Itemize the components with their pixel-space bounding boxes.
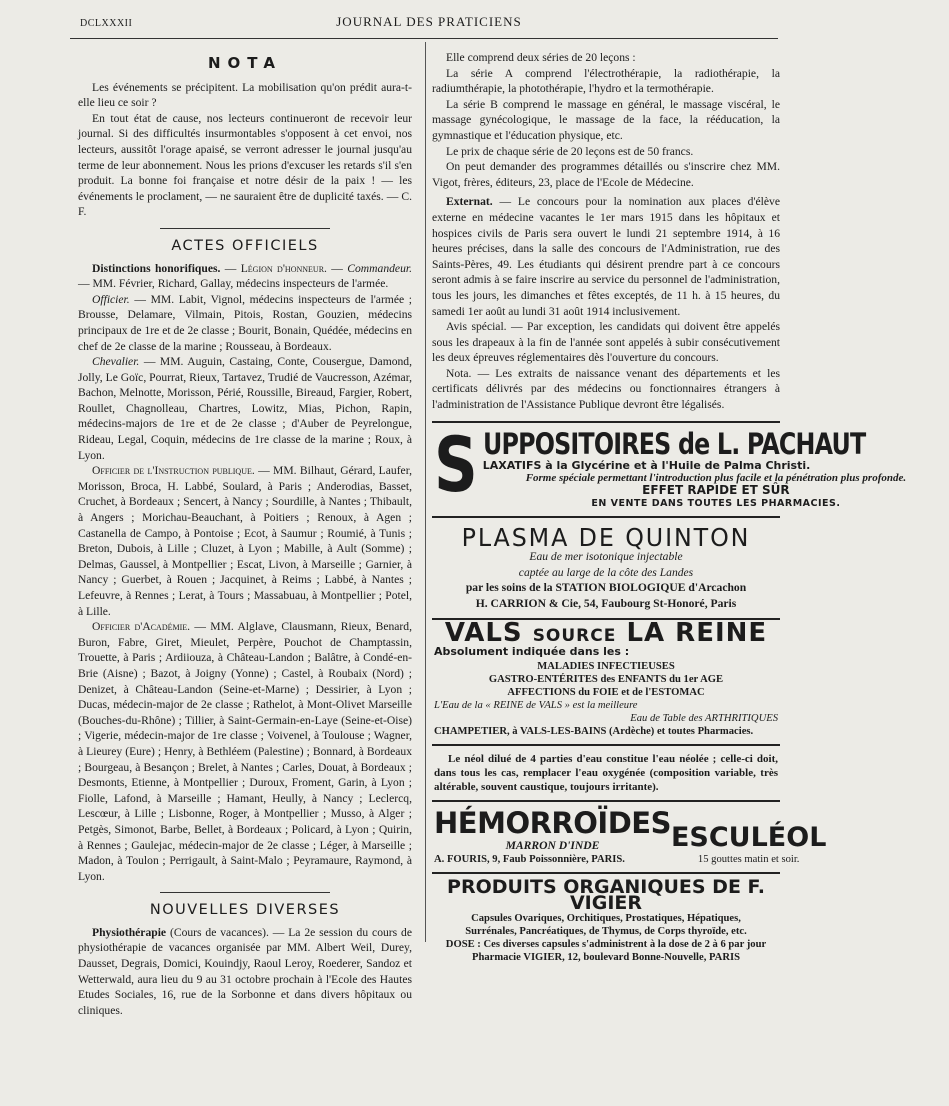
quinton-line1: Eau de mer isotonique injectable bbox=[529, 550, 683, 564]
officier-paragraph bbox=[78, 292, 412, 354]
commandeur-label: Commandeur. bbox=[347, 261, 412, 275]
quinton-line4: H. CARRION & Cie, 54, Faubourg St-Honoré, Paris bbox=[475, 597, 737, 611]
vigier-line2: Surrénales, Pancréatiques, de Thymus, de Corps thyroïde, etc. bbox=[465, 925, 747, 937]
vals-title-a: VALS bbox=[444, 617, 523, 648]
ad-vigier bbox=[432, 872, 780, 969]
ad-quinton bbox=[432, 516, 780, 618]
instruction-text: — MM. Bilhaut, Gérard, Laufer, Morisson, Broca, H. Labbé, Soulard, à Paris ; Anderodias, Basset, Cruchet, à Bordeaux ; Sencert, à Nancy ; Sourdille, à Nantes ; Thibault, à Angers ; Morichau-Beauchant, à Poitiers ; Renoux, à Agen ; Castanella de Campo, à Pontoise ; Ecot, à Saumur ; Roumié, à Tunis ; Breton, Dubois, à Lille ; Cluzet, à Lyon ; Mabille, à Ault (Somme) ; Delmas, Gaussel, à Montpellier ; Escat, Livon, à Marseille ; Garnier, à Nancy ; Guerbet, à Rouen ; Jacquinet, à Reims ; Labbé, à Nantes ; Lefeuvre, à Rennes ; Lerat, à Tours ; Massabuau, à Montpellier ; Potel, à Lille. bbox=[78, 464, 412, 618]
right-column bbox=[432, 50, 907, 1102]
vals-title-c: LA REINE bbox=[626, 617, 768, 648]
page-folio: DCLXXXII bbox=[80, 18, 133, 29]
vals-line3: GASTRO-ENTÉRITES des ENFANTS du 1er AGE bbox=[488, 673, 724, 685]
distinctions-lead: Distinctions honorifiques. bbox=[92, 261, 221, 275]
externat-paragraph bbox=[432, 194, 780, 319]
pachaut-title: UPPOSITOIRES de L. PACHAUT bbox=[482, 426, 866, 461]
pachaut-line2: Forme spéciale permettant l'introduction plus facile et la pénétration plus profonde. bbox=[525, 471, 907, 484]
left-column bbox=[78, 52, 412, 1102]
pachaut-body bbox=[482, 426, 949, 510]
vals-line4: AFFECTIONS du FOIE et de l'ESTOMAC bbox=[507, 686, 705, 698]
vals-title-b: SOURCE bbox=[532, 625, 617, 646]
neol-text: Le néol dilué de 4 parties d'eau constitue l'eau néolée ; celle-ci doit, dans tous les cas, remplacer l'eau oxygénée (composition variable, très altérable, souvent caustique, toujours irritante). bbox=[434, 752, 778, 793]
quinton-title: PLASMA DE QUINTON bbox=[461, 522, 751, 552]
ad-neol bbox=[432, 744, 780, 800]
section-divider bbox=[160, 892, 330, 893]
physio-p6: On peut demander des programmes détaillés ou s'inscrire chez MM. Vigot, frères, éditeurs, 23, place de l'Ecole de Médecine. bbox=[432, 160, 780, 189]
vals-line5: L'Eau de la « REINE de VALS » est la meilleure bbox=[434, 699, 638, 711]
pachaut-line4: EN VENTE DANS TOUTES LES PHARMACIES. bbox=[591, 497, 841, 509]
physio-lead: Physiothérapie bbox=[92, 925, 167, 939]
advertisements bbox=[432, 419, 907, 970]
vals-line2: MALADIES INFECTIEUSES bbox=[537, 660, 675, 672]
physio-text: (Cours de vacances). — La 2e session du cours de physiothérapie de vacances organisée par MM. Albert Weil, Durey, Dausset, Degrais, Domici, Kouindjy, Raoul Leroy, Roederer, Sandoz et Wetterwald, aura lieu du 9 au 31 octobre prochain à l'Ecole des Hautes Etudes Sociales, 16, rue de la Sorbonne et dans divers hôpitaux ou cliniques. bbox=[78, 925, 412, 1017]
chevalier-paragraph bbox=[78, 354, 412, 463]
nota-paragraph: Les événements se précipitent. La mobilisation qu'on prédit aura-t-elle lieu ce soir ? bbox=[78, 80, 412, 110]
nota-paragraph: En tout état de cause, nos lecteurs continueront de recevoir leur journal. Si des difficultés insurmontables s'opposent à cet envoi, nos lecteurs, aussitôt l'orage apaisé, se verront adresser le journal jusqu'au terme de leur abonnement. Nous les prions d'excuser les retards s'il s'en produit. La bonne foi française et notre désir de la paix ! — les événements le proclament, — ne sauraient être de duplicité taxés. — C. F. bbox=[78, 111, 412, 219]
instruction-label: Officier de l'Instruction publique. bbox=[92, 464, 255, 478]
chevalier-text: — MM. Auguin, Castaing, Conte, Cousergue, Damond, Jolly, Le Goïc, Pourrat, Rieux, Tartavez, Trudié de Vaucresson, Azémar, Bachon, Melnotte, Morisson, Périé, Roussille, Bireaud, Fargier, Robert, Roullet, Chagnolleau, Chartres, Lowitz, Mias, Pichon, Rapin, médecins-majors de 1re et de 2e classe ; d'Auber de Peyrelongue, Rideau, Legal, Coquin, médecins de 1re classe de la marine ; Roux, à Lyon. bbox=[78, 355, 412, 462]
academie-text: — MM. Alglave, Clausmann, Rieux, Benard, Buron, Fabre, Giret, Mieulet, Perpère, Pouchot de Champtassin, Trouette, à Paris ; Ardiiouza, à Château-Landon ; Balâtre, à Condé-en-Brie (Aisne) ; Bazot, à Joigny (Yonne) ; Castel, à Roubaix (Nord) ; Denizet, à Château-Landon (Seine-et-Marne) ; Dessirier, à Lyon ; Ducas, médecin-major de 2e classe ; Rathelot, à Mont-Olivet Marseille (Bouches-du-Rhône) ; Tillier, à Saint-Germain-en-Laye (Seine-et-Oise) ; Vigerie, médecin-major de 1re classe ; Voivenel, à Toulouse ; Wagner, à Lieurey (Eure) ; Henry, à Bethléem (Palestine) ; Bonnard, à Bordeaux ; Bourgeau, à Besançon ; Brelet, à Nantes ; Carles, Douat, à Bordeaux ; Desmonts, Etienne, à Montpellier ; Duroux, Froment, Garin, à Lyon ; Fiolle, Lafond, à Marseille ; Hamant, Heully, à Nancy ; Leclercq, Lescœur, à Lille ; Lisbonne, Roger, à Montpellier ; Musso, à Alger ; Petgès, Simonot, Barbe, Bellet, à Bordeaux ; Policard, à Lyon ; Quirin, à Rennes ; Gaulejac, médecin-major de 2e classe ; Léger, à Marseille ; Madon, à Toulon ; Perrigault, à Saint-Malo ; Peyramaure, Raymond, à Lyon. bbox=[78, 620, 412, 883]
hemo-brand: ESCULÉOL bbox=[670, 822, 827, 854]
physio-p3: La série A comprend l'électrothérapie, la radiothérapie, la radiumthérapie, la photothérapie, l'hydro et la termothérapie. bbox=[432, 66, 780, 96]
hemo-row bbox=[434, 805, 827, 867]
distinctions-paragraph: Distinctions honorifiques. — Légion d'honneur. — Commandeur. — MM. Février, Richard, Gallay, médecins inspecteurs de l'armée. bbox=[78, 261, 412, 291]
nouvelles-heading bbox=[78, 892, 412, 919]
academie-paragraph bbox=[78, 619, 412, 884]
commandeur-text: — MM. Février, Richard, Gallay, médecins inspecteurs de l'armée. bbox=[78, 277, 389, 291]
actes-heading-text: ACTES OFFICIELS bbox=[171, 237, 319, 254]
externat-text: — Le concours pour la nomination aux places d'élève externe en médecine vacantes le 1er mars 1915 dans les hôpitaux et hospices civils de Paris sera ouvert le lundi 21 septembre 1914, à 16 heures précises, dans la salle des concours de l'Administration, rue des Saints-Pères, 49. Les étudiants qui désirent prendre part à ce concours seront admis à se faire inscrire au service du personnel de l'administration, tous les jours, les dimanches et fêtes exceptés, de 11 h. à 15 heures, du samedi 1er août au lundi 31 août 1914 inclusivement. bbox=[432, 195, 780, 318]
vigier-line4: Pharmacie VIGIER, 12, boulevard Bonne-Nouvelle, PARIS bbox=[472, 951, 740, 963]
pachaut-big-letter: S bbox=[434, 419, 478, 509]
section-divider bbox=[160, 228, 330, 229]
legion-label: Légion d'honneur. bbox=[240, 261, 327, 275]
hemo-left bbox=[434, 805, 671, 867]
hemo-right bbox=[671, 823, 826, 866]
vigier-title: PRODUITS ORGANIQUES DE F. VIGIER bbox=[447, 876, 765, 914]
nouvelles-heading-text: NOUVELLES DIVERSES bbox=[149, 902, 341, 919]
hemo-sub: MARRON D'INDE bbox=[505, 838, 600, 852]
externat-lead: Externat. bbox=[446, 195, 493, 209]
physio-p4: La série B comprend le massage en général, le massage viscéral, le massage gynécologique, le massage de la face, la rééducation, la gymnastique et l'éducation physique, etc. bbox=[432, 97, 780, 142]
vigier-line1: Capsules Ovariques, Orchitiques, Prostatiques, Hépatiques, bbox=[471, 912, 741, 924]
hemo-dose: 15 gouttes matin et soir. bbox=[697, 854, 800, 866]
nota-heading: NOTA bbox=[208, 54, 282, 72]
hemo-addr: A. FOURIS, 9, Faub Poissonnière, PARIS. bbox=[434, 854, 625, 866]
chevalier-label: Chevalier. bbox=[92, 355, 140, 369]
quinton-line3: par les soins de la STATION BIOLOGIQUE d'Arcachon bbox=[465, 581, 747, 595]
vals-line7: CHAMPETIER, à VALS-LES-BAINS (Ardèche) et toutes Pharmacies. bbox=[434, 725, 754, 737]
journal-title: JOURNAL DES PRATICIENS bbox=[336, 14, 522, 29]
quinton-line2: captée au large de la côte des Landes bbox=[518, 565, 694, 579]
vals-title bbox=[434, 617, 778, 648]
officier-label: Officier. bbox=[92, 292, 130, 306]
vals-line1: Absolument indiquée dans les : bbox=[434, 645, 630, 659]
ad-pachaut bbox=[432, 419, 907, 516]
ad-vals bbox=[432, 618, 780, 744]
nota-note-paragraph: Nota. — Les extraits de naissance venant des départements et les certificats délivrés par des médecins ou fonctionnaires étrangers à l'administration de l'Assistance Publique devront être légalisés. bbox=[432, 366, 780, 412]
pachaut-line1: LAXATIFS à la Glycérine et à l'Huile de Palma Christi. bbox=[482, 458, 811, 472]
avis-paragraph: Avis spécial. — Par exception, les candidats qui doivent être appelés sous les drapeaux à la fin de l'année sont appelés à subir consécutivement les deux épreuves réglementaires dès l'ouverture du concours. bbox=[432, 320, 780, 365]
running-header bbox=[80, 14, 778, 32]
physio-paragraph bbox=[78, 925, 412, 1019]
instruction-paragraph bbox=[78, 463, 412, 619]
header-rule bbox=[70, 38, 778, 39]
pachaut-line3: EFFET RAPIDE ET SÛR bbox=[642, 482, 790, 497]
column-separator bbox=[425, 42, 426, 942]
physio-p2: Elle comprend deux séries de 20 leçons : bbox=[446, 51, 636, 64]
physio-p5: Le prix de chaque série de 20 leçons est de 50 francs. bbox=[446, 144, 694, 158]
ad-hemorroides bbox=[432, 800, 827, 873]
officier-text: — MM. Labit, Vignol, médecins inspecteurs de l'armée ; Brousse, Delamare, Vilmain, Pitois, Rostan, Gouzien, médecins principaux de 1re et de 2e classe ; Bourit, Bonain, Quédée, médecins en chef de 2e classe de la marine ; Rousseau, à Bordeaux. bbox=[78, 292, 412, 353]
academie-label: Officier d'Académie. bbox=[92, 620, 191, 634]
vals-line6: Eau de Table des ARTHRITIQUES bbox=[630, 712, 778, 724]
hemo-title: HÉMORROÏDES bbox=[434, 805, 671, 840]
vigier-line3: DOSE : Ces diverses capsules s'administrent à la dose de 2 à 6 par jour bbox=[445, 938, 767, 950]
actes-heading bbox=[78, 228, 412, 255]
